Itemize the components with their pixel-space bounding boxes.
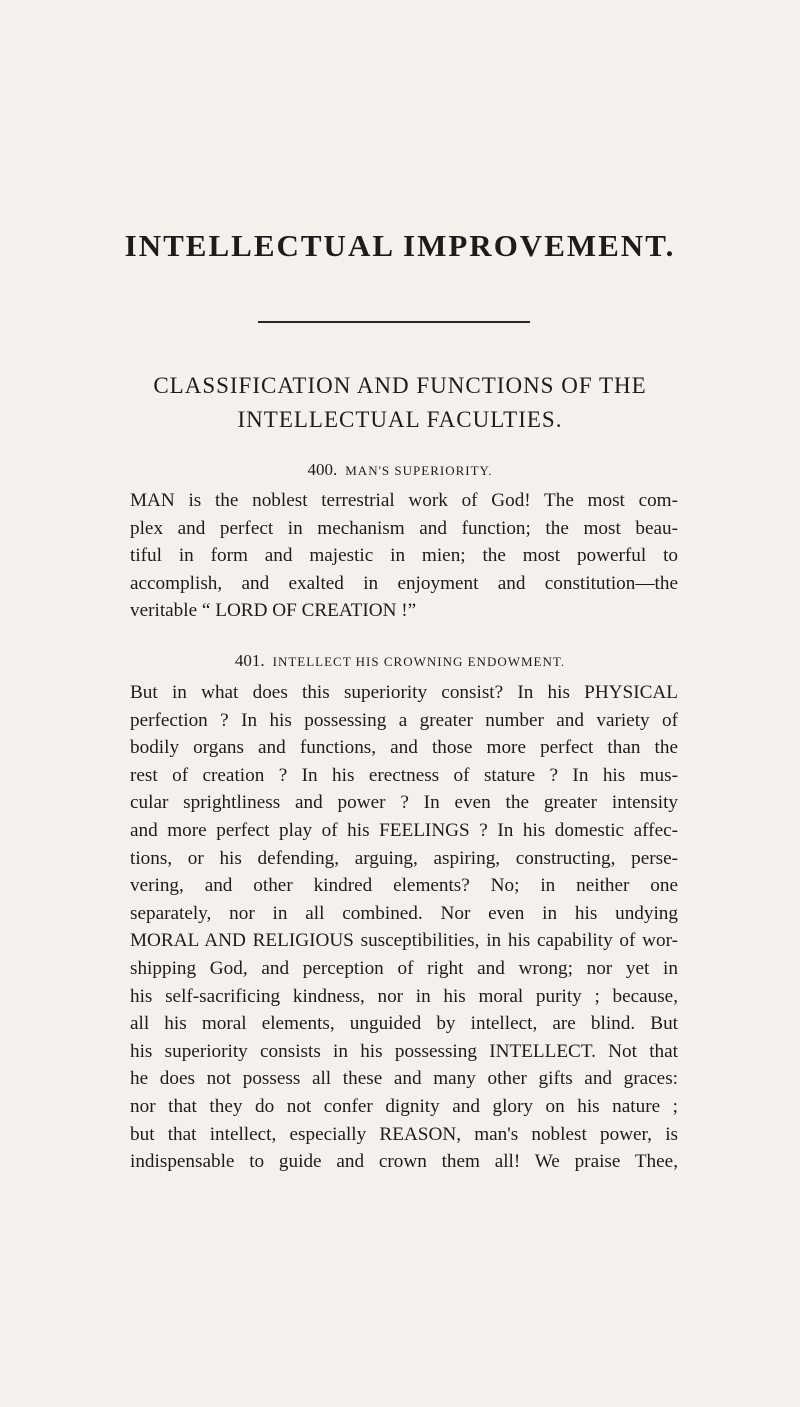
text-line: nor that they do not confer dignity and glory on his nature ; [130, 1095, 678, 1117]
chapter-heading-line-2: INTELLECTUAL FACULTIES. [237, 407, 563, 432]
section-400-heading [0, 460, 800, 480]
text-line: but that intellect, especially REASON, man's noblest power, is [130, 1123, 678, 1145]
section-401-number: 401. [234, 651, 265, 670]
text-line: MAN is the noblest terrestrial work of God! The most com- [130, 490, 678, 511]
text-line: MORAL AND RELIGIOUS susceptibilities, in his capability of wor- [130, 930, 678, 952]
text-line: he does not possess all these and many other gifts and graces: [130, 1068, 678, 1090]
text-line: all his moral elements, unguided by intellect, are blind. But [130, 1013, 678, 1035]
text-line: shipping God, and perception of right and wrong; nor yet in [130, 957, 678, 979]
text-line: But in what does this superiority consist? In his PHYSICAL [130, 682, 678, 703]
text-line: indispensable to guide and crown them all! We praise Thee, [130, 1151, 678, 1173]
section-400-number: 400. [307, 460, 338, 479]
chapter-heading-line-1: CLASSIFICATION AND FUNCTIONS OF THE [153, 373, 647, 398]
text-line: and more perfect play of his FEELINGS ? In his domestic affec- [130, 819, 678, 841]
text-line: plex and perfect in mechanism and function; the most beau- [130, 517, 678, 539]
text-line: vering, and other kindred elements? No; in neither one [130, 875, 678, 897]
text-line: cular sprightliness and power ? In even the greater intensity [130, 792, 678, 814]
text-line: tions, or his defending, arguing, aspiring, constructing, perse- [130, 847, 678, 869]
text-line: his self-sacrificing kindness, nor in his moral purity ; because, [130, 985, 678, 1007]
title-divider [258, 321, 530, 323]
section-400-paragraph [130, 487, 678, 625]
section-401-heading [0, 651, 800, 671]
section-400-label: MAN'S SUPERIORITY. [345, 463, 493, 478]
page-title: INTELLECTUAL IMPROVEMENT. [124, 228, 676, 263]
text-line: separately, nor in all combined. Nor even in his undying [130, 902, 678, 924]
text-line: bodily organs and functions, and those more perfect than the [130, 737, 678, 759]
text-line: tiful in form and majestic in mien; the most powerful to [130, 545, 678, 567]
text-line: his superiority consists in his possessing INTELLECT. Not that [130, 1040, 678, 1062]
text-line: accomplish, and exalted in enjoyment and constitution—the [130, 572, 678, 594]
section-401-paragraph [130, 679, 678, 1176]
section-401-label: INTELLECT HIS CROWNING ENDOWMENT. [272, 654, 566, 669]
text-line: veritable “ LORD OF CREATION !” [130, 600, 417, 622]
text-line: perfection ? In his possessing a greater number and variety of [130, 709, 678, 731]
text-line: rest of creation ? In his erectness of stature ? In his mus- [130, 764, 678, 786]
